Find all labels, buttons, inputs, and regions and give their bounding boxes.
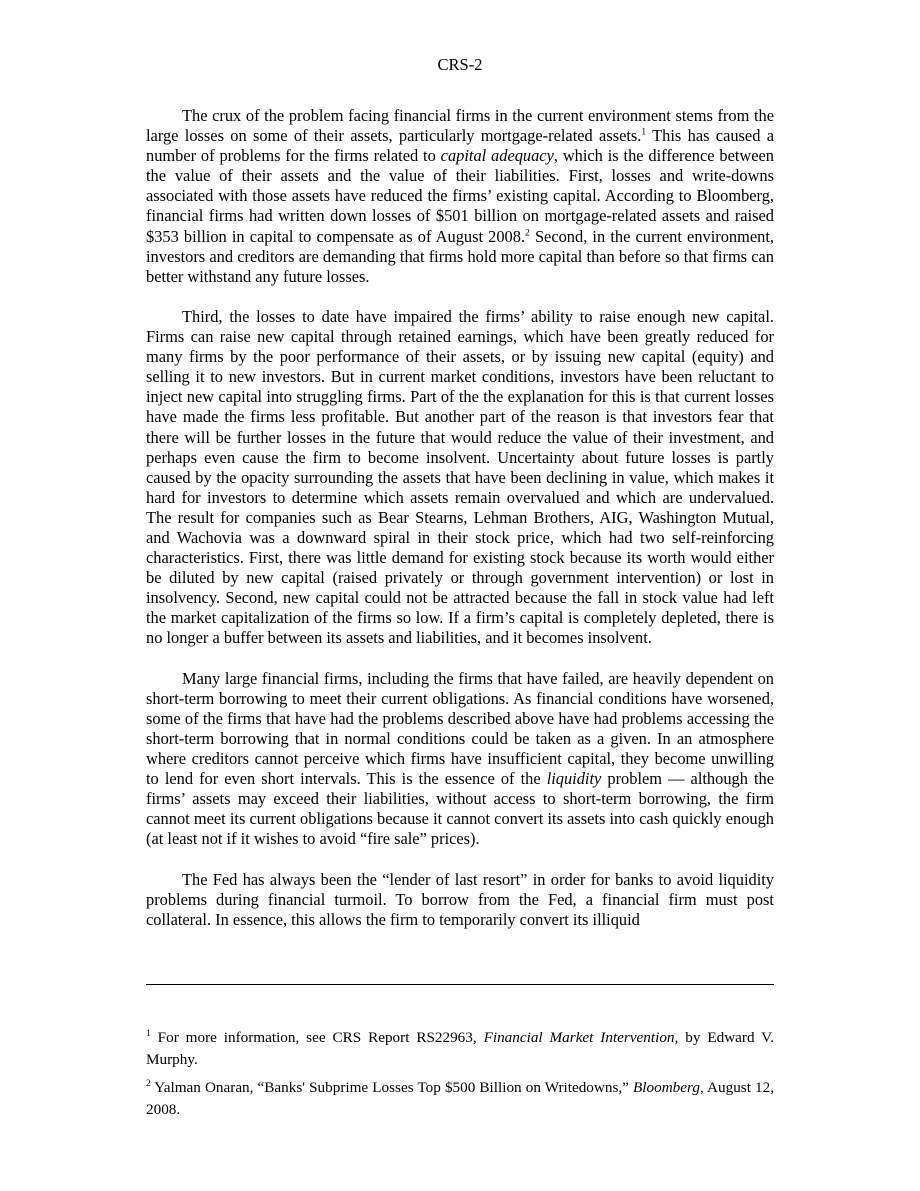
p3-text-a: Many large financial firms, including the firms that have failed, are heavily dependent on short-term borrowing to meet their current obligations. As financial conditions have worsened, some of the firms that have had the problems described above have had problems accessing the short-term borrowing that in normal conditions could be taken as a given. In an atmosphere where creditors cannot perceive which firms have insufficient capital, they become unwilling to lend for even short intervals. This is the essence of the — [146, 668, 774, 789]
footnote-2-text-b: , August 12, 2008. — [146, 1079, 775, 1118]
footnote-ref-1: 1 — [641, 127, 647, 138]
footnote-2-mark: 2 — [146, 1079, 151, 1089]
footnote-2-source: Bloomberg — [633, 1079, 700, 1096]
term-liquidity: liquidity — [546, 769, 602, 789]
footnote-1 — [146, 1028, 774, 1069]
footnote-2-text-a: Yalman Onaran, “Banks' Subprime Losses Top $500 Billion on Writedowns,” — [150, 1079, 634, 1096]
body-text — [146, 106, 774, 930]
paragraph-capital-adequacy — [146, 106, 774, 287]
footnote-2 — [146, 1078, 774, 1119]
paragraph-raising-capital: Third, the losses to date have impaired the firms’ ability to raise enough new capital. Firms can raise new capital through retained earnings, which have been greatly reduced for many firms by the poor performance of their assets, or by issuing new capital (equity) and selling it to new investors. But in current market conditions, investors have been reluctant to inject new capital into struggling firms. Part of the the explanation for this is that current losses have made the firms less profitable. But another part of the reason is that investors fear that there will be further losses in the future that would reduce the value of their investment, and perhaps even cause the firm to become insolvent. Uncertainty about future losses is partly caused by the opacity surrounding the assets that have been declining in value, which makes it hard for investors to determine which assets remain overvalued and which are undervalued. The result for companies such as Bear Stearns, Lehman Brothers, AIG, Washington Mutual, and Wachovia was a downward spiral in their stock price, which had two self-reinforcing characteristics. First, there was little demand for existing stock because its worth would either be diluted by new capital (raised privately or through government intervention) or lost in insolvency. Second, new capital could not be attracted because the fall in stock value had left the market capitalization of the firms so low. If a firm’s capital is completely depleted, there is no longer a buffer between its assets and liabilities, and it becomes insolvent. — [146, 306, 774, 648]
p1-text-b: This has caused a number of problems for the firms related to — [146, 126, 775, 166]
p1-text-a: The crux of the problem facing financial firms in the current environment stems from the large losses on some of their assets, particularly mortgage-related assets. — [146, 106, 774, 146]
footnote-divider — [146, 984, 774, 985]
footnote-ref-2: 2 — [525, 228, 530, 239]
p3-text-b: problem — although the firms’ assets may exceed their liabilities, without access to short-term borrowing, the firm cannot meet its current obligations because it cannot convert its assets into cash quickly enough (at least not if it wishes to avoid “fire sale” prices). — [146, 769, 774, 849]
footnote-1-title: Financial Market Intervention — [483, 1029, 675, 1046]
paragraph-liquidity — [146, 669, 774, 850]
p1-text-c: , which is the difference between the value of their assets and the value of their liabilities. First, losses and write-downs associated with those assets have reduced the firms’ existing capital. According to Bloomberg, financial firms had written down losses of $501 billion on mortgage-related assets and raised $353 billion in capital to compensate as of August 2008. — [146, 146, 774, 246]
footnote-1-mark: 1 — [146, 1029, 151, 1039]
page-number-header: CRS-2 — [437, 55, 483, 74]
p1-text-d: Second, in the current environment, investors and creditors are demanding that firms hold more capital than before so that firms can better withstand any future losses. — [146, 226, 774, 286]
paragraph-lender-of-last-resort: The Fed has always been the “lender of last resort” in order for banks to avoid liquidity problems during financial turmoil. To borrow from the Fed, a financial firm must post collateral. In essence, this allows the firm to temporarily convert its illiquid — [146, 869, 774, 929]
footnote-1-text-a: For more information, see CRS Report RS22963, — [150, 1029, 484, 1046]
footnotes — [146, 1028, 774, 1128]
term-capital-adequacy: capital adequacy — [440, 146, 554, 166]
footnote-1-text-b: , by Edward V. Murphy. — [146, 1029, 774, 1068]
